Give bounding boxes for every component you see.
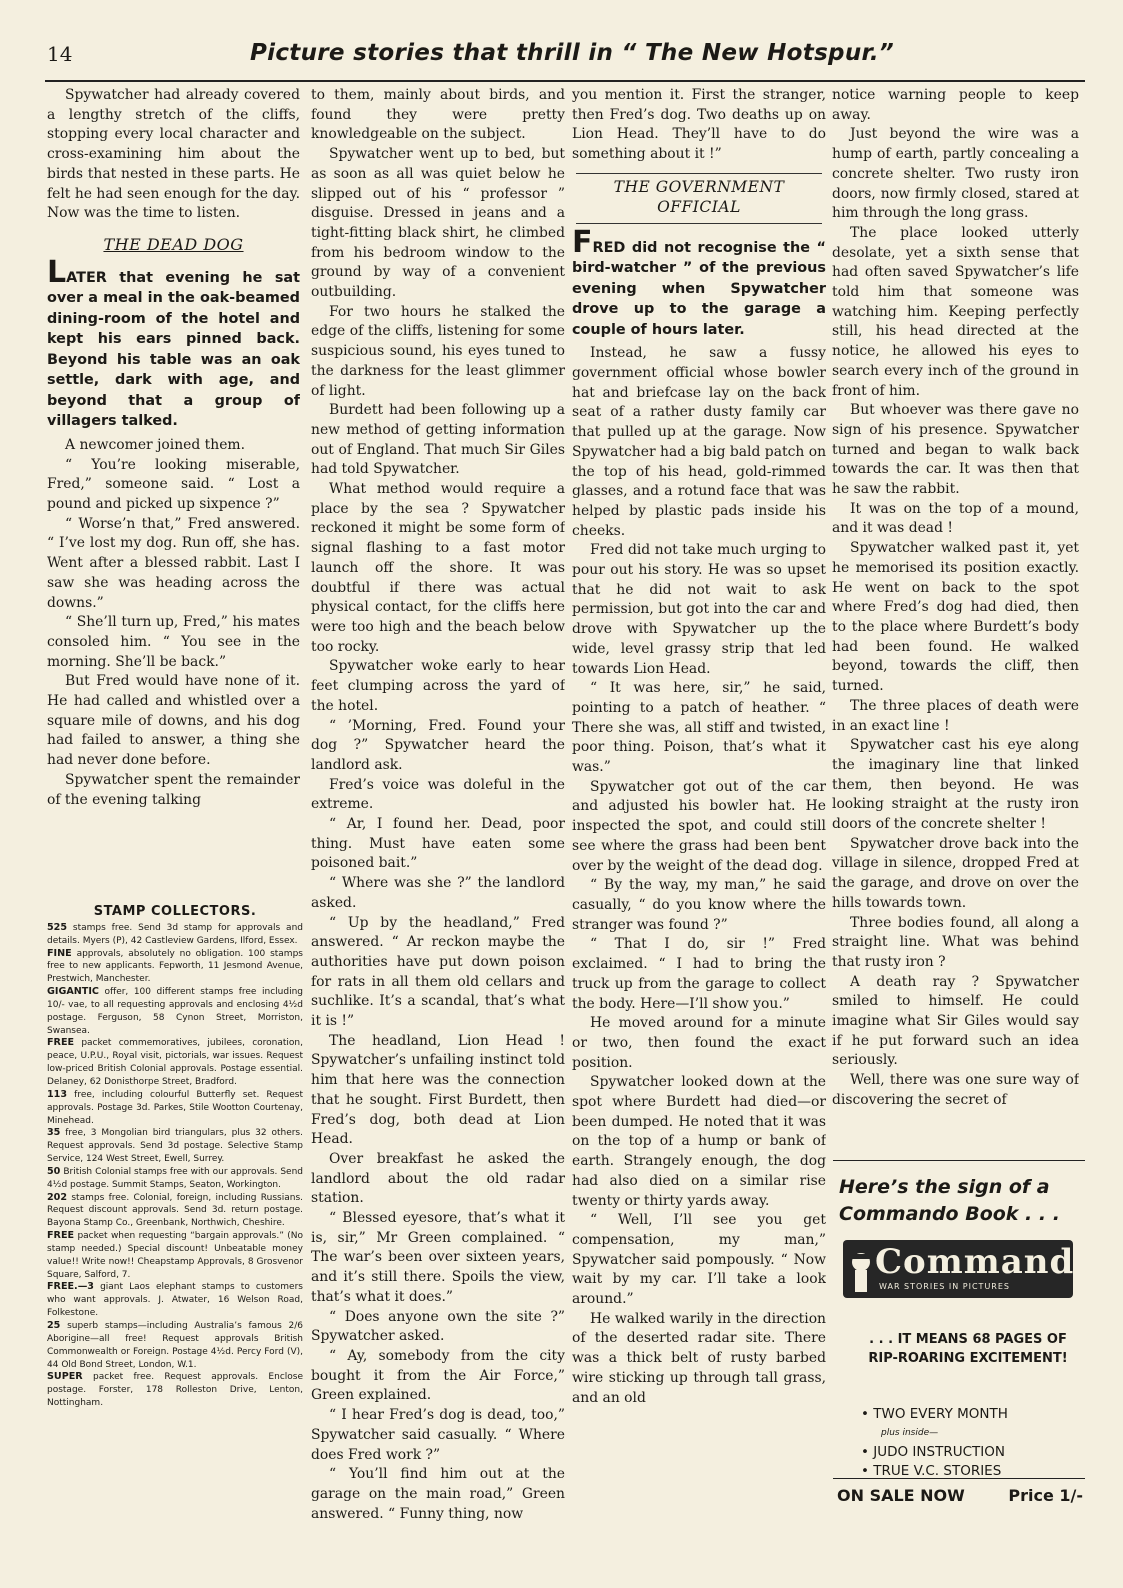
story-paragraph: “ That I do, sir !” Fred exclaimed. “ I had to bring the truck up from the garage to collect the body. Here—I’ll show you.” — [572, 936, 826, 1012]
story-paragraph: But Fred would have none of it. He had called and whistled over a square mile of downs, and his dog had failed to answer, a thing she had never done before. — [47, 673, 300, 769]
subheading-dead-dog: THE DEAD DOG — [103, 234, 244, 254]
classified-key: 35 — [47, 1127, 61, 1139]
story-paragraph: “ You’re looking miserable, Fred,” someone said. “ Lost a pound and picked up sixpence ?” — [47, 456, 300, 513]
commando-logo — [843, 1240, 1098, 1298]
stamp-collectors-classifieds — [47, 906, 303, 1410]
classified-key: GIGANTIC — [47, 986, 99, 998]
story-column-2 — [311, 86, 565, 1526]
classified-item — [47, 986, 303, 1037]
classified-key: 113 — [47, 1088, 68, 1100]
col3a-paragraphs — [572, 86, 826, 165]
classified-text: free, including colourful Butterfly set. Request approvals. Postage 3d. Parkes, Stile Wootton Courtenay, Minehead. — [47, 1089, 303, 1126]
story-paragraph: What method would require a place by the sea ? Spywatcher reckoned it might be some form of signal flashing to a fast motor launch off the shore. It was doubtful if there was actual physical contact, for the cliffs here were too high and the beach below too rocky. — [311, 481, 565, 655]
story-paragraph: A death ray ? Spywatcher smiled to himself. He could imagine what Sir Giles would say if he put forward such an idea seriously. — [832, 973, 1079, 1069]
ad-sign-text: Here’s the sign of a Commando Book . . . — [839, 1176, 1060, 1225]
ad-feature-list — [861, 1405, 1008, 1481]
header-rule — [45, 80, 1085, 82]
lead-text: RED did not recognise the “ bird-watcher ” of the previous evening when Spywatcher drove up to the garage a couple of hours later. — [572, 239, 826, 338]
classified-key: FREE.—3 — [47, 1281, 94, 1293]
drop-cap: L — [47, 254, 67, 290]
story-paragraph: “ It was here, sir,” he said, pointing to a patch of heather. “ There she was, all stiff and twisted, poor thing. Poison, that’s what it was.” — [572, 680, 826, 776]
story-paragraph: Spywatcher had already covered a lengthy stretch of the cliffs, stopping every local character and cross-examining him about the birds that nested in these parts. He felt he had seen enough for the day. Now was the time to listen. — [47, 87, 300, 222]
page-headline: Picture stories that thrill in “ The New Hotspur.” — [250, 40, 895, 66]
classified-text: approvals, absolutely no obligation. 100 stamps free to new applicants. Fepworth, 11 Jesmond Avenue, Prestwich, Manchester. — [47, 948, 303, 985]
classified-key: 202 — [47, 1191, 68, 1203]
story-paragraph: “ Ay, somebody from the city bought it from the Air Force,” Green explained. — [311, 1348, 565, 1404]
ad-bullet-1: • TWO EVERY MONTH — [861, 1406, 1008, 1422]
classified-key: FINE — [47, 947, 72, 959]
story-paragraph: you mention it. First the stranger, then Fred’s dog. Two deaths up on Lion Head. They’ll have to do something about it !” — [572, 87, 826, 163]
story-paragraph: The place looked utterly desolate, yet a sixth sense that had often saved Spywatcher’s life told him that someone was watching him. Keeping perfectly still, his head directed at the notice, he allowed his eyes to search every inch of the ground in front of him. — [832, 224, 1079, 399]
story-paragraph: Instead, he saw a fussy government official whose bowler hat and briefcase lay on the back seat of a rather dusty family car that pulled up at the garage. Now Spywatcher had a big bald patch on the top of his head, gold-rimmed glasses, and a rotund face that was helped by plastic pads inside his cheeks. — [572, 345, 826, 539]
ad-bullet-3: • TRUE V.C. STORIES — [861, 1463, 1002, 1479]
story-paragraph: “ Where was she ?” the landlord asked. — [311, 875, 565, 911]
story-paragraph: The three places of death were in an exact line ! — [832, 697, 1079, 734]
classified-item — [47, 1037, 303, 1088]
classified-text: giant Laos elephant stamps to customers who want approvals. J. Atwater, 16 Welson Road, Folkestone. — [47, 1282, 303, 1319]
logo-subtitle: WAR STORIES IN PICTURES — [879, 1282, 1010, 1291]
story-paragraph: “ By the way, my man,” he said casually, “ do you know where the stranger was found ?” — [572, 877, 826, 933]
classified-item — [47, 1166, 303, 1192]
story-paragraph: Fred did not take much urging to pour out his story. He was so upset that he did not wait to ask permission, but got into the car and drove with Spywatcher up the wide, level grassy strip that led towards Lion Head. — [572, 542, 826, 677]
story-paragraph: He walked warily in the direction of the deserted radar site. There was a thick belt of rusty barbed wire sticking up through tall grass, and an old — [572, 1310, 826, 1406]
story-paragraph: notice warning people to keep away. — [832, 87, 1079, 123]
classified-text: superb stamps—including Australia’s famous 2/6 Aborigine—all free! Request approvals British Commonwealth or Foreign. Postage 4½d. Percy Ford (V), 44 Old Bond Street, London, W.1. — [47, 1321, 303, 1370]
story-paragraph: Spywatcher drove back into the village in silence, dropped Fred at the garage, and drove on over the hills towards town. — [832, 835, 1079, 911]
classified-items — [47, 922, 303, 1410]
classified-text: free, 3 Mongolian bird triangulars, plus 32 others. Request approvals. Send 3d postage. Selective Stamp Service, 124 West Street, Ewell, Surrey. — [47, 1128, 303, 1165]
drop-cap: F — [572, 224, 593, 260]
story-paragraph: to them, mainly about birds, and found they were pretty knowledgeable on the subject. — [311, 87, 565, 143]
classified-text: British Colonial stamps free with our approvals. Send 4½d postage. Summit Stamps, Seaton, Workington. — [47, 1166, 303, 1190]
classified-key: SUPER — [47, 1371, 83, 1383]
story-paragraph: “ ’Morning, Fred. Found your dog ?” Spywatcher heard the landlord ask. — [311, 717, 565, 773]
commando-advertisement — [833, 1160, 1098, 1520]
ad-means-text: . . . IT MEANS 68 PAGES OF RIP-ROARING EXCITEMENT! — [868, 1332, 1068, 1366]
story-paragraph: It was on the top of a mound, and it was dead ! — [832, 500, 1079, 537]
lead-text: ATER that evening he sat over a meal in the oak-beamed dining-room of the hotel and kept his ears pinned back. Beyond his table was an oak settle, dark with age, and beyond that a group of villagers talked. — [47, 269, 300, 430]
logo-text: Commando — [875, 1242, 1098, 1282]
classified-item — [47, 1127, 303, 1166]
story-paragraph: Spywatcher cast his eye along the imaginary line that linked them, then beyond. He was looking straight at the rusty iron doors of the concrete shelter ! — [832, 737, 1079, 833]
classified-item — [47, 1320, 303, 1371]
lead-paragraph-2 — [572, 224, 826, 341]
story-paragraph: Spywatcher got out of the car and adjusted his bowler hat. He inspected the spot, and could still see where the grass had been bent over by the weight of the dead dog. — [572, 778, 826, 874]
story-paragraph: Over breakfast he asked the landlord about the old radar station. — [311, 1150, 565, 1207]
col1-paragraphs — [47, 86, 300, 224]
classified-key: FREE — [47, 1230, 75, 1242]
ad-top-rule — [833, 1160, 1085, 1161]
story-paragraph: Spywatcher went up to bed, but as soon as all was quiet below he slipped out of his “ professor ” disguise. Dressed in jeans and a tight-fitting black shirt, he climbed from his bedroom window to the ground by way of a convenient outbuilding. — [311, 146, 565, 301]
story-paragraph: A newcomer joined them. — [65, 436, 246, 453]
story-paragraph: “ Up by the headland,” Fred answered. “ Ar reckon maybe the authorities have put down poison for rats in all them old cellars and suchlike. It’s a scandal, that’s what it is !” — [311, 914, 565, 1030]
col1b-paragraphs — [47, 436, 300, 810]
lead-paragraph-1 — [47, 254, 300, 432]
story-paragraph: “ She’ll turn up, Fred,” his mates consoled him. “ You see in the morning. She’ll be back.” — [47, 614, 300, 670]
story-paragraph: He moved around for a minute or two, then found the exact position. — [572, 1015, 826, 1071]
classified-title: STAMP COLLECTORS. — [93, 904, 257, 919]
soldier-icon — [843, 1240, 879, 1298]
classified-item — [47, 1089, 303, 1128]
subheading-government-official: THE GOVERNMENT OFFICIAL — [576, 173, 822, 224]
story-paragraph: “ Worse’n that,” Fred answered. “ I’ve lost my dog. Run off, she has. Went after a blessed rabbit. Last I saw she was heading across the downs.” — [47, 515, 300, 611]
story-paragraph: “ You’ll find him out at the garage on the main road,” Green answered. “ Funny thing, now — [311, 1466, 565, 1522]
story-paragraph: Three bodies found, all along a straight line. What was behind that rusty iron ? — [832, 914, 1079, 970]
story-paragraph: “ Blessed eyesore, that’s what it is, sir,” Mr Green complained. “ The war’s been over sixteen years, and it’s still there. Spoils the view, that’s what it does.” — [311, 1210, 565, 1305]
story-paragraph: For two hours he stalked the edge of the cliffs, listening for some suspicious sound, his eyes tuned to the darkness for the least glimmer of light. — [311, 303, 565, 399]
classified-item — [47, 1281, 303, 1320]
classified-item — [47, 1230, 303, 1281]
story-paragraph: Spywatcher spent the remainder of the evening talking — [47, 771, 300, 808]
classified-item — [47, 922, 303, 948]
col4-paragraphs — [832, 86, 1079, 1111]
classified-key: 50 — [47, 1165, 61, 1177]
ad-bullet-2: • JUDO INSTRUCTION — [861, 1444, 1005, 1460]
classified-key: FREE — [47, 1037, 75, 1049]
story-paragraph: “ Ar, I found her. Dead, poor thing. Must have eaten some poisoned bait.” — [311, 816, 565, 872]
story-paragraph: Spywatcher woke early to hear feet clumping across the yard of the hotel. — [311, 658, 565, 714]
col3b-paragraphs — [572, 344, 826, 1408]
page-number: 14 — [47, 42, 73, 66]
on-sale-label: ON SALE NOW — [837, 1486, 965, 1505]
story-paragraph: Spywatcher looked down at the spot where Burdett had died—or been dumped. He noted that it was on the top of a hump or bank of earth. Strangely enough, the dog had also died on a similar rise twenty or thirty yards away. — [572, 1074, 826, 1209]
story-column-4 — [832, 86, 1079, 1146]
classified-key: 525 — [47, 921, 68, 933]
ad-footer — [837, 1486, 1083, 1505]
price-label: Price 1/- — [1008, 1486, 1083, 1505]
story-paragraph: The headland, Lion Head ! Spywatcher’s unfailing instinct told him that here was the connection that he sought. First Burdett, then Fred’s dog, both dead at Lion Head. — [311, 1032, 565, 1148]
classified-item — [47, 948, 303, 987]
classified-item — [47, 1192, 303, 1231]
classified-text: packet free. Request approvals. Enclose postage. Forster, 178 Rolleston Drive, Lenton, Nottingham. — [47, 1372, 303, 1409]
story-paragraph: “ Does anyone own the site ?” Spywatcher asked. — [311, 1308, 565, 1345]
story-paragraph: Burdett had been following up a new method of getting information out of England. That much Sir Giles had told Spywatcher. — [311, 402, 565, 478]
classified-text: stamps free. Send 3d stamp for approvals and details. Myers (P), 42 Castleview Gardens, Ilford, Essex. — [47, 922, 303, 946]
story-paragraph: “ Well, I’ll see you get compensation, my man,” Spywatcher said pompously. “ Now wait by my car. I’ll take a look around.” — [572, 1212, 826, 1308]
ad-bottom-rule — [833, 1478, 1085, 1479]
story-paragraph: Fred’s voice was doleful in the extreme. — [311, 776, 565, 813]
story-column-3 — [572, 86, 826, 1526]
classified-text: offer, 100 different stamps free including 10/- vae, to all requesting approvals and enclosing 4½d postage. Ferguson, 58 Cynon Street, Morriston, Swansea. — [47, 987, 303, 1036]
classified-text: stamps free. Colonial, foreign, including Russians. Request discount approvals. Send 3d. return postage. Bayona Stamp Co., Greenbank, Northwich, Cheshire. — [47, 1192, 303, 1229]
classified-text: packet commemoratives, jubilees, coronation, peace, U.P.U., Royal visit, pictorials, war issues. Request low-priced British Colonial approvals. Postage essential. Delaney, 62 Donisthorpe Street, Bradford. — [47, 1038, 303, 1087]
story-paragraph: But whoever was there gave no sign of his presence. Spywatcher turned and began to walk back towards the car. It was then that he saw the rabbit. — [832, 402, 1079, 498]
col2-paragraphs — [311, 86, 565, 1524]
classified-item — [47, 1371, 303, 1410]
story-paragraph: Spywatcher walked past it, yet he memorised its position exactly. He went on back to the spot where Fred’s dog had died, then to the place where Burdett’s body had been found. He walked beyond, towards the cliff, then turned. — [832, 540, 1079, 695]
story-paragraph: Just beyond the wire was a hump of earth, partly concealing a concrete shelter. Two rusty iron doors, now firmly closed, stared at him through the long grass. — [832, 126, 1079, 222]
classified-key: 25 — [47, 1320, 61, 1331]
story-paragraph: “ I hear Fred’s dog is dead, too,” Spywatcher said casually. “ Where does Fred work ?” — [311, 1407, 565, 1463]
story-paragraph: Well, there was one sure way of discovering the secret of — [832, 1072, 1079, 1108]
classified-text: packet when requesting “bargain approvals.” (No stamp needed.) Special discount! Unbeatable money value!! Write now!! Cheapstamp Approvals, 8 Grosvenor Square, Salford, 7. — [47, 1231, 303, 1280]
plus-inside-label: plus inside— — [881, 1428, 939, 1438]
